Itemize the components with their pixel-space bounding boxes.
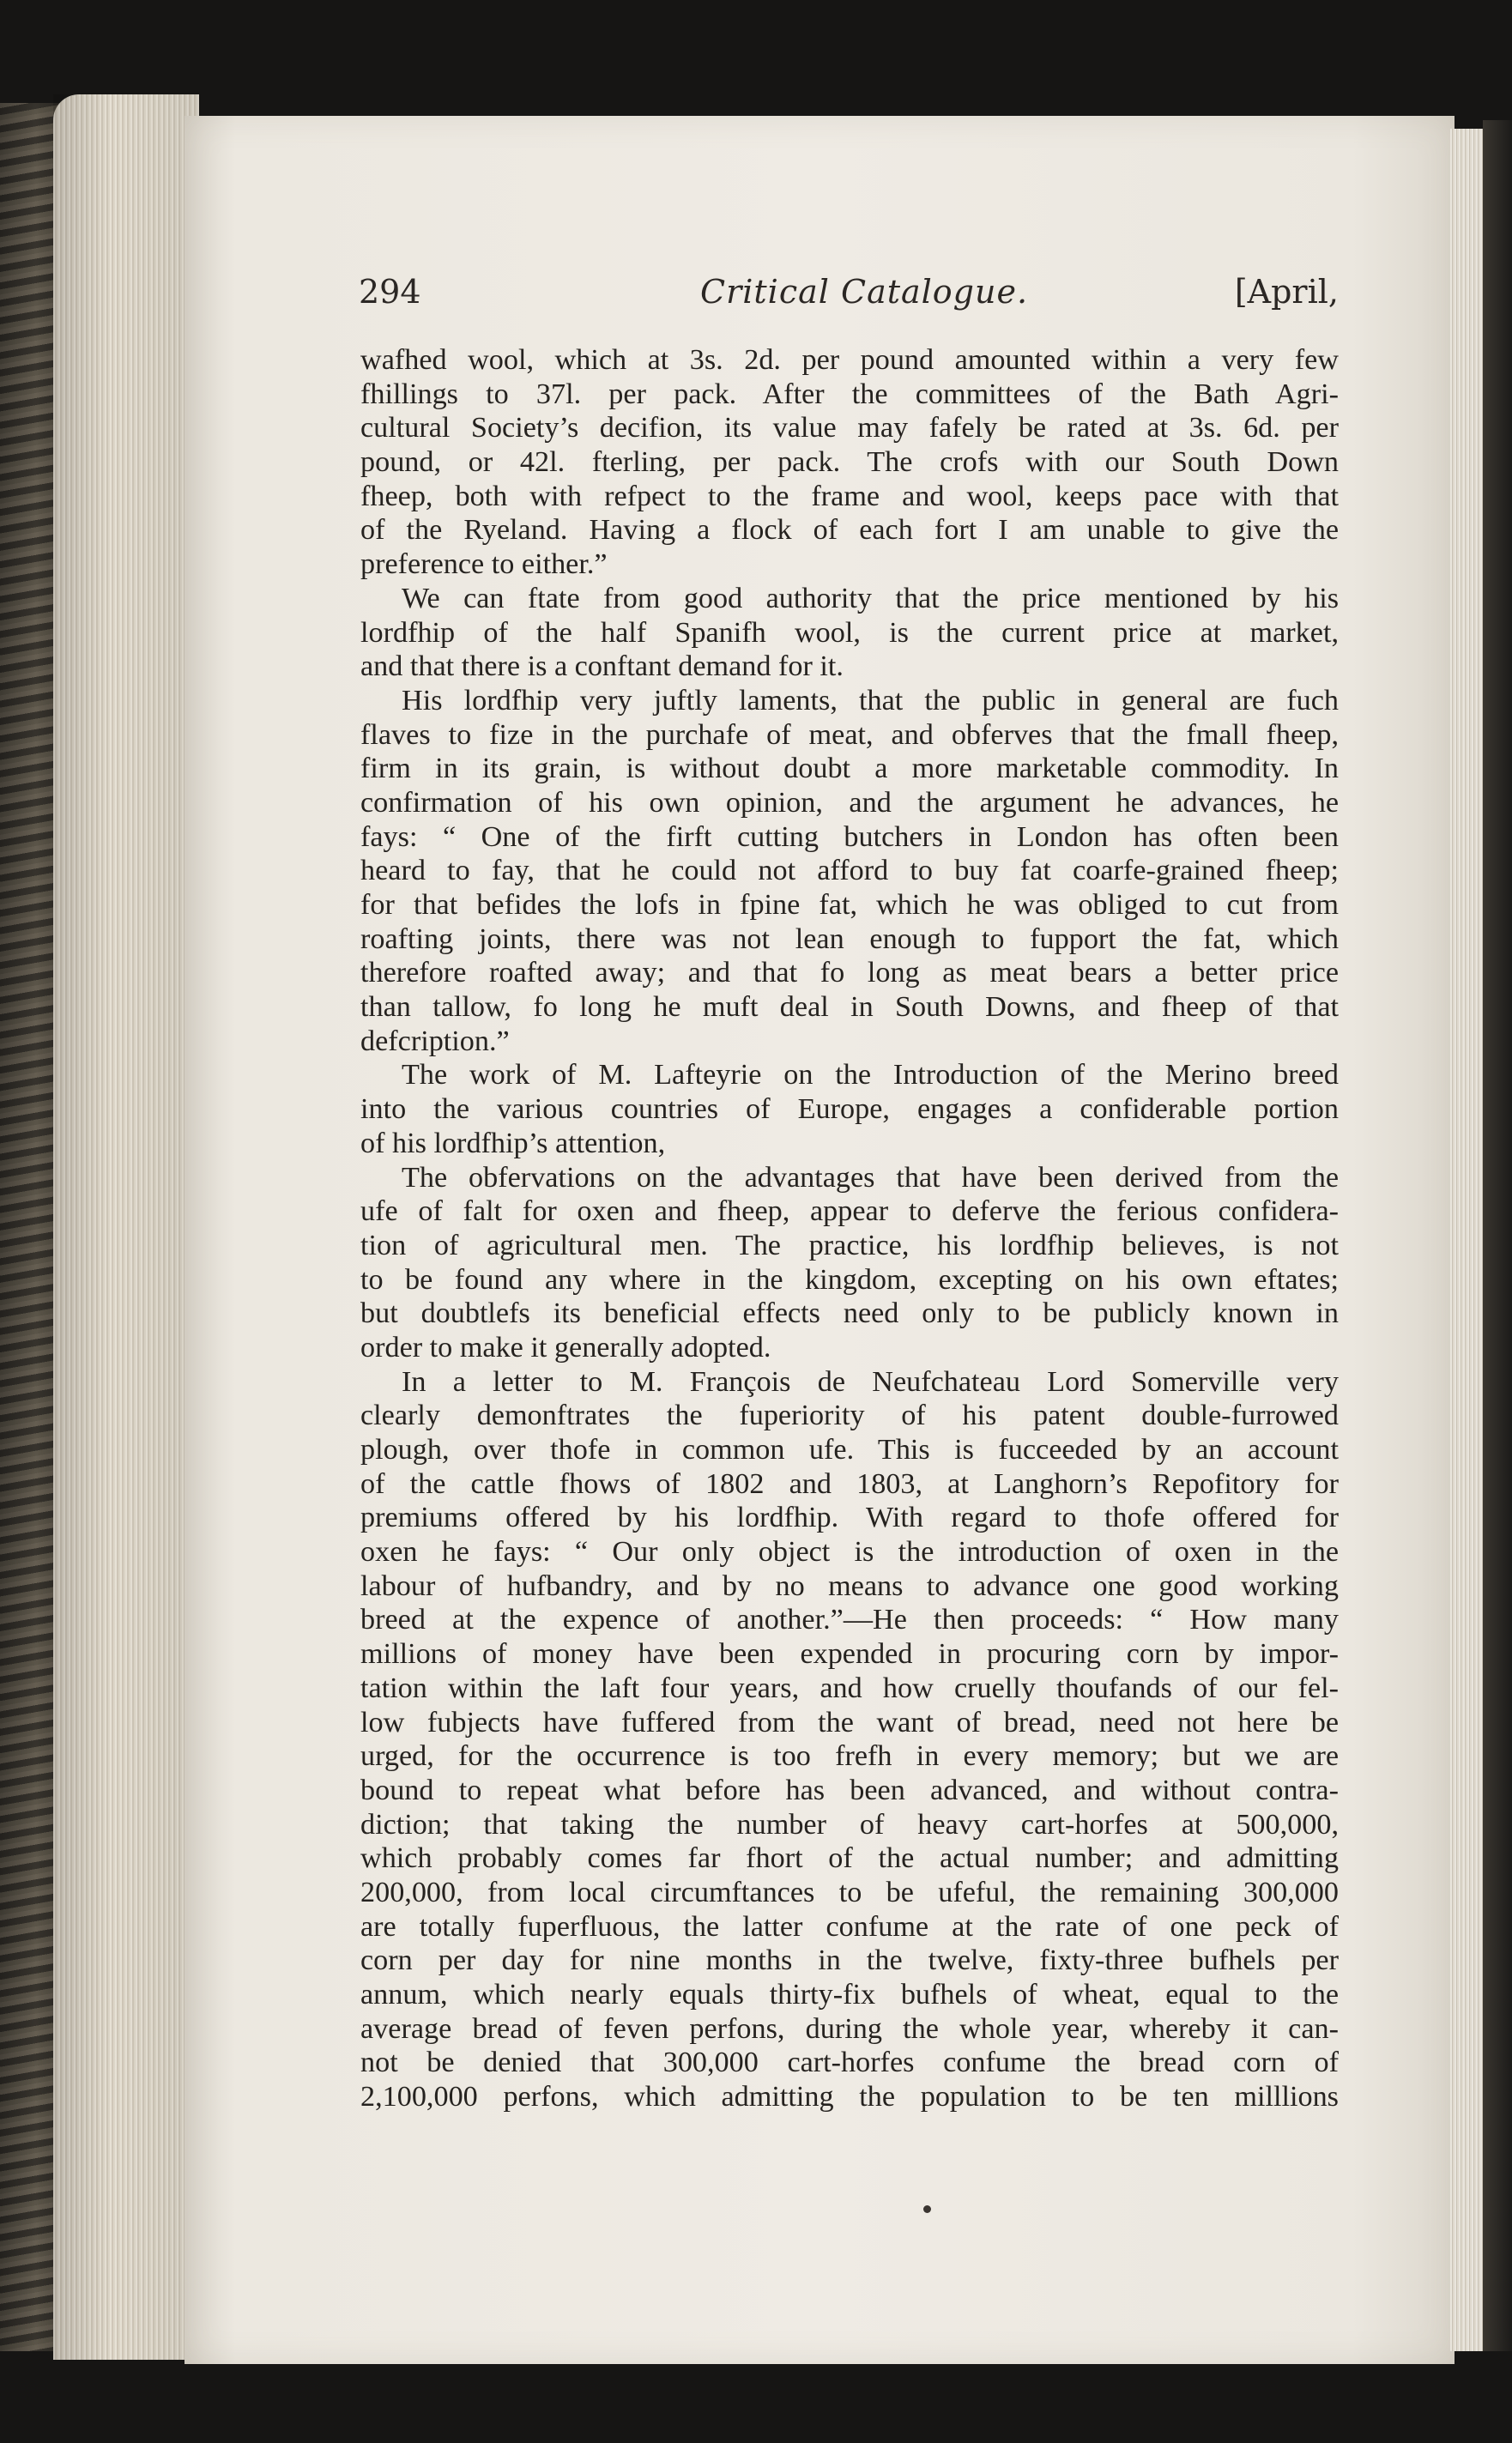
text-line: In a letter to M. François de Neufchateau Lord Somerville very [402,1365,1339,1398]
text-line: clearly demonftrates the fuperiority of his patent double-furrowed [360,1400,1339,1432]
text-line: premiums offered by his lordfhip. With regard to thofe offered for [360,1502,1339,1534]
text-line: than tallow, fo long he muft deal in South Downs, and fheep of that [360,991,1339,1024]
text-line: average bread of feven perfons, during the whole year, whereby it can- [360,2012,1339,2045]
text-line: annum, which nearly equals thirty-fix bufhels of wheat, equal to the [360,1979,1339,2011]
text-line: and that there is a conftant demand for it. [360,650,844,683]
running-title: Critical Catalogue. [700,273,1029,311]
text-line: preference to either.” [360,548,608,581]
right-page-edges [1450,129,1485,2351]
right-cover-edge [1483,120,1512,2351]
text-line: The work of M. Lafteyrie on the Introduction of the Merino breed [402,1059,1339,1091]
text-line: urged, for the occurrence is too frefh in every memory; but we are [360,1740,1339,1773]
text-line: tation within the laft four years, and how cruelly thoufands of our fel- [360,1672,1339,1704]
text-line: oxen he fays: “ Our only object is the introduction of oxen in the [360,1536,1339,1569]
text-line: lordfhip of the half Spanifh wool, is the current price at market, [360,616,1339,649]
text-line: breed at the expence of another.”—He then proceeds: “ How many [360,1604,1339,1636]
text-line: confirmation of his own opinion, and the argument he advances, he [360,786,1339,819]
text-line: therefore roafted away; and that fo long as meat bears a better price [360,957,1339,989]
text-line: diction; that taking the number of heavy cart-horfes at 500,000, [360,1808,1339,1841]
text-line: The obfervations on the advantages that have been derived from the [402,1161,1339,1194]
text-line: pound, or 42l. fterling, per pack. The crofs with our South Down [360,446,1339,479]
text-line: bound to repeat what before has been advanced, and without contra- [360,1774,1339,1806]
left-cover-edge [0,103,60,2351]
text-line: tion of agricultural men. The practice, his lordfhip believes, is not [360,1229,1339,1261]
text-line: 2,100,000 perfons, which admitting the population to be ten milllions [360,2081,1339,2113]
text-line: fhillings to 37l. per pack. After the committees of the Bath Agri- [360,378,1339,410]
text-line: of the Ryeland. Having a flock of each fort I am unable to give the [360,514,1339,547]
text-line: labour of hufbandry, and by no means to advance one good working [360,1569,1339,1602]
running-month: [April, [1234,273,1339,311]
text-line: His lordfhip very juftly laments, that the public in general are fuch [402,684,1339,717]
text-line: into the various countries of Europe, engages a confiderable portion [360,1093,1339,1126]
text-line: 200,000, from local circumftances to be ufeful, the remaining 300,000 [360,1876,1339,1908]
text-line: are totally fuperfluous, the latter confume at the rate of one peck of [360,1910,1339,1943]
text-line: corn per day for nine months in the twelve, fixty-three bufhels per [360,1944,1339,1977]
text-line: order to make it generally adopted. [360,1331,771,1364]
body-text [360,343,1339,2114]
text-line: plough, over thofe in common ufe. This is fucceeded by an account [360,1434,1339,1466]
text-line: firm in its grain, is without doubt a more marketable commodity. In [360,753,1339,785]
text-line: millions of money have been expended in procuring corn by impor- [360,1638,1339,1671]
text-line: not be denied that 300,000 cart-horfes confume the bread corn of [360,2047,1339,2079]
text-line: but doubtlefs its beneficial effects need only to be publicly known in [360,1297,1339,1330]
text-line: ufe of falt for oxen and fheep, appear to deferve the ferious confidera- [360,1195,1339,1228]
left-page-edges [53,94,199,2360]
text-line: fays: “ One of the firft cutting butchers in London has often been [360,820,1339,853]
running-header [359,273,1339,316]
text-line: heard to fay, that he could not afford to buy fat coarfe-grained fheep; [360,855,1339,887]
text-line: roafting joints, there was not lean enough to fupport the fat, which [360,922,1339,955]
text-line: to be found any where in the kingdom, excepting on his own eftates; [360,1263,1339,1296]
text-line: wafhed wool, which at 3s. 2d. per pound amounted within a very few [360,344,1339,376]
text-line: cultural Society’s decifion, its value may fafely be rated at 3s. 6d. per [360,412,1339,444]
page-number: 294 [359,273,421,311]
text-line: for that befides the lofs in fpine fat, which he was obliged to cut from [360,889,1339,921]
text-line: flaves to fize in the purchafe of meat, and obferves that the fmall fheep, [360,718,1339,751]
text-line: fheep, both with refpect to the frame and wool, keeps pace with that [360,480,1339,512]
text-line: We can ftate from good authority that the price mentioned by his [402,582,1339,614]
text-line: which probably comes far fhort of the actual number; and admitting [360,1842,1339,1875]
text-line: low fubjects have fuffered from the want of bread, need not here be [360,1706,1339,1739]
text-line: of his lordfhip’s attention, [360,1127,666,1159]
printer-mark [923,2205,931,2213]
text-line: defcription.” [360,1025,510,1057]
text-line: of the cattle fhows of 1802 and 1803, at Langhorn’s Repofitory for [360,1467,1339,1500]
